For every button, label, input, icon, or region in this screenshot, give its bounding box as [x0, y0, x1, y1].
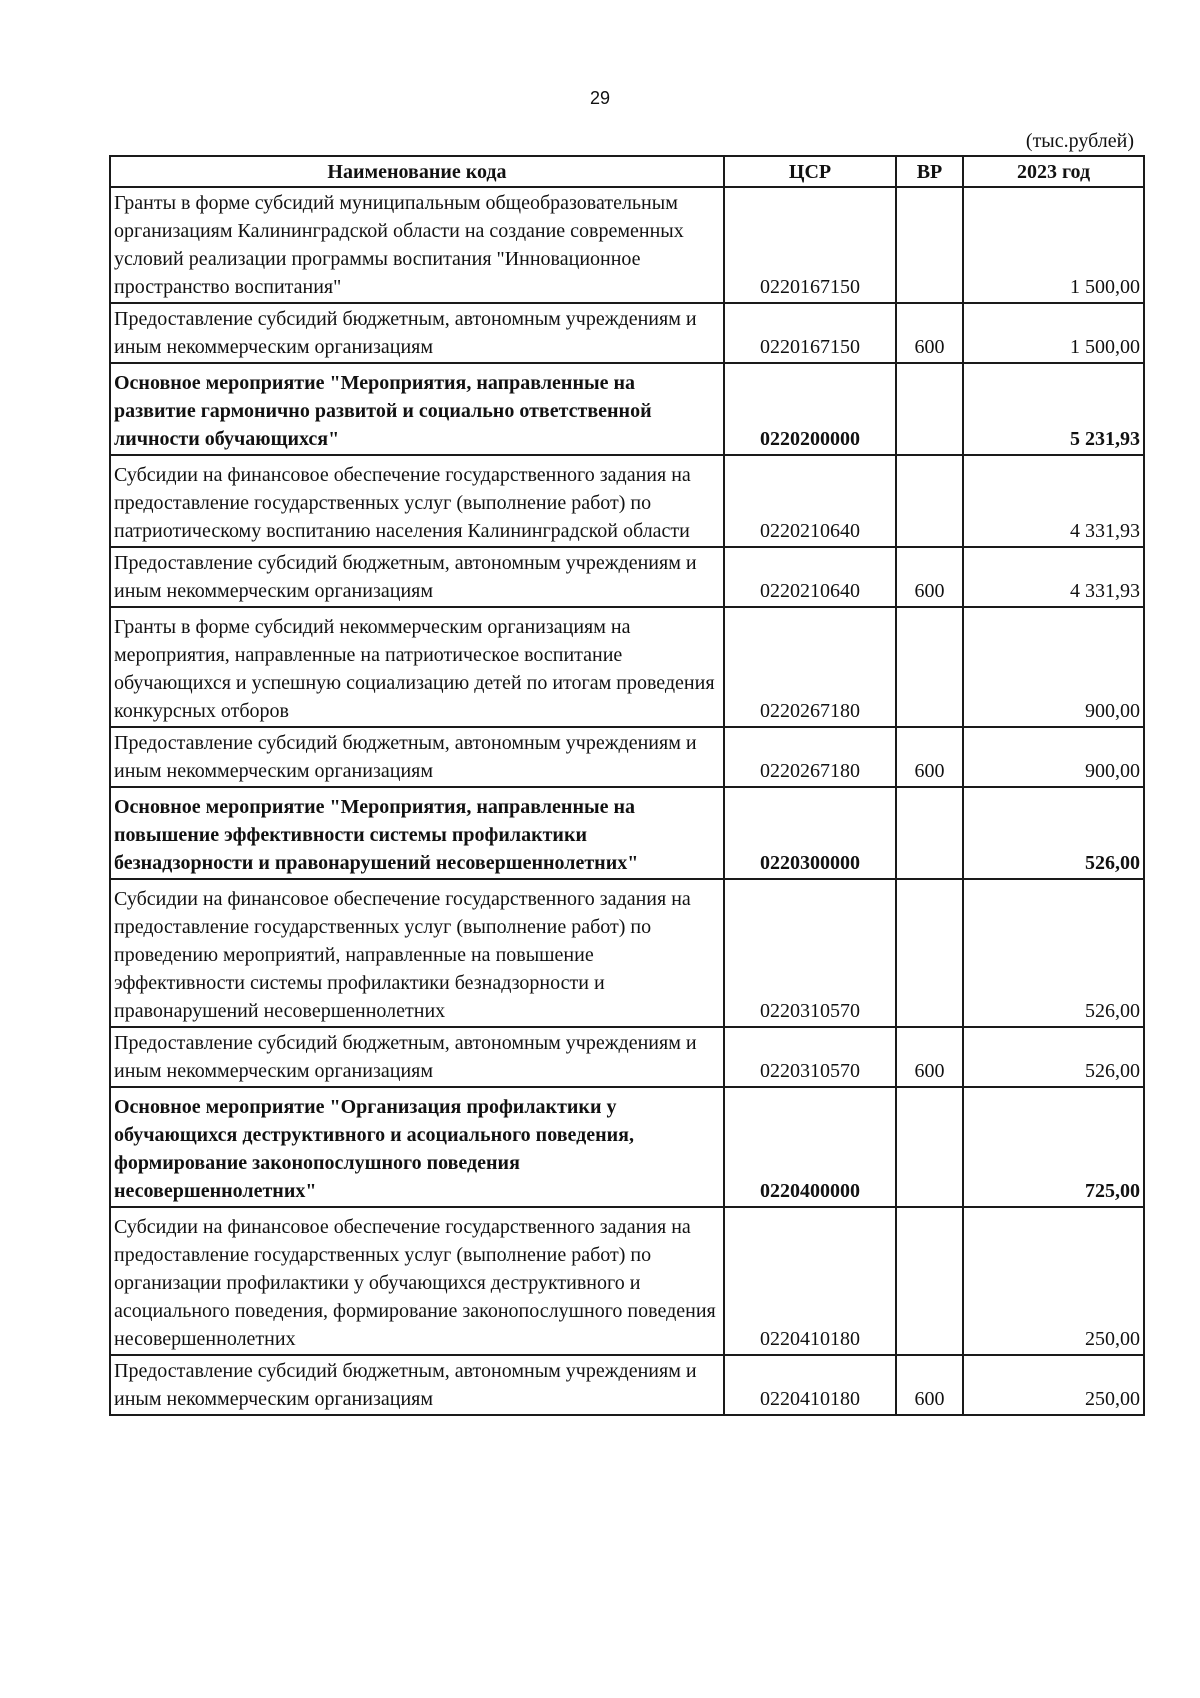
amount-cell: 900,00 [963, 727, 1144, 787]
amount-cell: 1 500,00 [963, 303, 1144, 363]
budget-table [109, 155, 1145, 1416]
header-name: Наименование кода [110, 156, 724, 187]
name-cell: Субсидии на финансовое обеспечение государственного задания на предоставление государственных услуг (выполнение работ) по проведению мероприятий, направленные на повышение эффективности системы профилактики безнадзорности и правонарушений несовершеннолетних [110, 879, 724, 1027]
page-number: 29 [589, 88, 611, 108]
amount-cell: 4 331,93 [963, 455, 1144, 547]
table-header-row [110, 156, 1144, 187]
name-cell: Субсидии на финансовое обеспечение государственного задания на предоставление государственных услуг (выполнение работ) по патриотическому воспитанию населения Калининградской области [110, 455, 724, 547]
name-cell: Предоставление субсидий бюджетным, автономным учреждениям и иным некоммерческим организациям [110, 303, 724, 363]
amount-cell: 900,00 [963, 607, 1144, 727]
amount-cell: 4 331,93 [963, 547, 1144, 607]
vr-cell [896, 1207, 963, 1355]
header-vr: ВР [896, 156, 963, 187]
vr-cell: 600 [896, 1027, 963, 1087]
name-cell: Гранты в форме субсидий некоммерческим организациям на мероприятия, направленные на патриотическое воспитание обучающихся и успешную социализацию детей по итогам проведения конкурсных отборов [110, 607, 724, 727]
name-cell: Предоставление субсидий бюджетным, автономным учреждениям и иным некоммерческим организациям [110, 1355, 724, 1415]
csr-cell: 0220210640 [724, 547, 896, 607]
table-row [110, 879, 1144, 1027]
name-cell: Гранты в форме субсидий муниципальным общеобразовательным организациям Калининградской области на создание современных условий реализации программы воспитания "Инновационное пространство воспитания" [110, 187, 724, 303]
header-csr: ЦСР [724, 156, 896, 187]
amount-cell: 526,00 [963, 787, 1144, 879]
name-cell: Основное мероприятие "Мероприятия, направленные на развитие гармонично развитой и социально ответственной личности обучающихся" [110, 363, 724, 455]
vr-cell [896, 607, 963, 727]
csr-cell: 0220400000 [724, 1087, 896, 1207]
vr-cell: 600 [896, 303, 963, 363]
amount-cell: 526,00 [963, 1027, 1144, 1087]
header-year: 2023 год [963, 156, 1144, 187]
amount-cell: 526,00 [963, 879, 1144, 1027]
vr-cell: 600 [896, 727, 963, 787]
csr-cell: 0220310570 [724, 879, 896, 1027]
vr-cell [896, 187, 963, 303]
amount-cell: 250,00 [963, 1355, 1144, 1415]
csr-cell: 0220300000 [724, 787, 896, 879]
table-row [110, 455, 1144, 547]
vr-cell [896, 455, 963, 547]
vr-cell [896, 787, 963, 879]
amount-cell: 250,00 [963, 1207, 1144, 1355]
vr-cell [896, 879, 963, 1027]
name-cell: Основное мероприятие "Мероприятия, направленные на повышение эффективности системы профилактики безнадзорности и правонарушений несовершеннолетних" [110, 787, 724, 879]
table-body [110, 187, 1144, 1415]
vr-cell: 600 [896, 547, 963, 607]
table-row-main-event [110, 363, 1144, 455]
units-label: (тыс.рублей) [1025, 130, 1134, 152]
csr-cell: 0220210640 [724, 455, 896, 547]
table-row-main-event [110, 1087, 1144, 1207]
vr-cell [896, 1087, 963, 1207]
amount-cell: 725,00 [963, 1087, 1144, 1207]
table-row [110, 187, 1144, 303]
name-cell: Предоставление субсидий бюджетным, автономным учреждениям и иным некоммерческим организациям [110, 727, 724, 787]
csr-cell: 0220310570 [724, 1027, 896, 1087]
table-row [110, 1027, 1144, 1087]
vr-cell: 600 [896, 1355, 963, 1415]
table-row [110, 303, 1144, 363]
table-row [110, 547, 1144, 607]
table-row-main-event [110, 787, 1144, 879]
table-row [110, 1207, 1144, 1355]
csr-cell: 0220167150 [724, 187, 896, 303]
csr-cell: 0220410180 [724, 1355, 896, 1415]
csr-cell: 0220267180 [724, 727, 896, 787]
csr-cell: 0220167150 [724, 303, 896, 363]
table-row [110, 727, 1144, 787]
amount-cell: 5 231,93 [963, 363, 1144, 455]
csr-cell: 0220267180 [724, 607, 896, 727]
amount-cell: 1 500,00 [963, 187, 1144, 303]
csr-cell: 0220200000 [724, 363, 896, 455]
name-cell: Предоставление субсидий бюджетным, автономным учреждениям и иным некоммерческим организациям [110, 547, 724, 607]
vr-cell [896, 363, 963, 455]
name-cell: Основное мероприятие "Организация профилактики у обучающихся деструктивного и асоциального поведения, формирование законопослушного поведения несовершеннолетних" [110, 1087, 724, 1207]
name-cell: Субсидии на финансовое обеспечение государственного задания на предоставление государственных услуг (выполнение работ) по организации профилактики у обучающихся деструктивного и асоциального поведения, формирование законопослушного поведения несовершеннолетних [110, 1207, 724, 1355]
csr-cell: 0220410180 [724, 1207, 896, 1355]
table-row [110, 607, 1144, 727]
table-row [110, 1355, 1144, 1415]
name-cell: Предоставление субсидий бюджетным, автономным учреждениям и иным некоммерческим организациям [110, 1027, 724, 1087]
